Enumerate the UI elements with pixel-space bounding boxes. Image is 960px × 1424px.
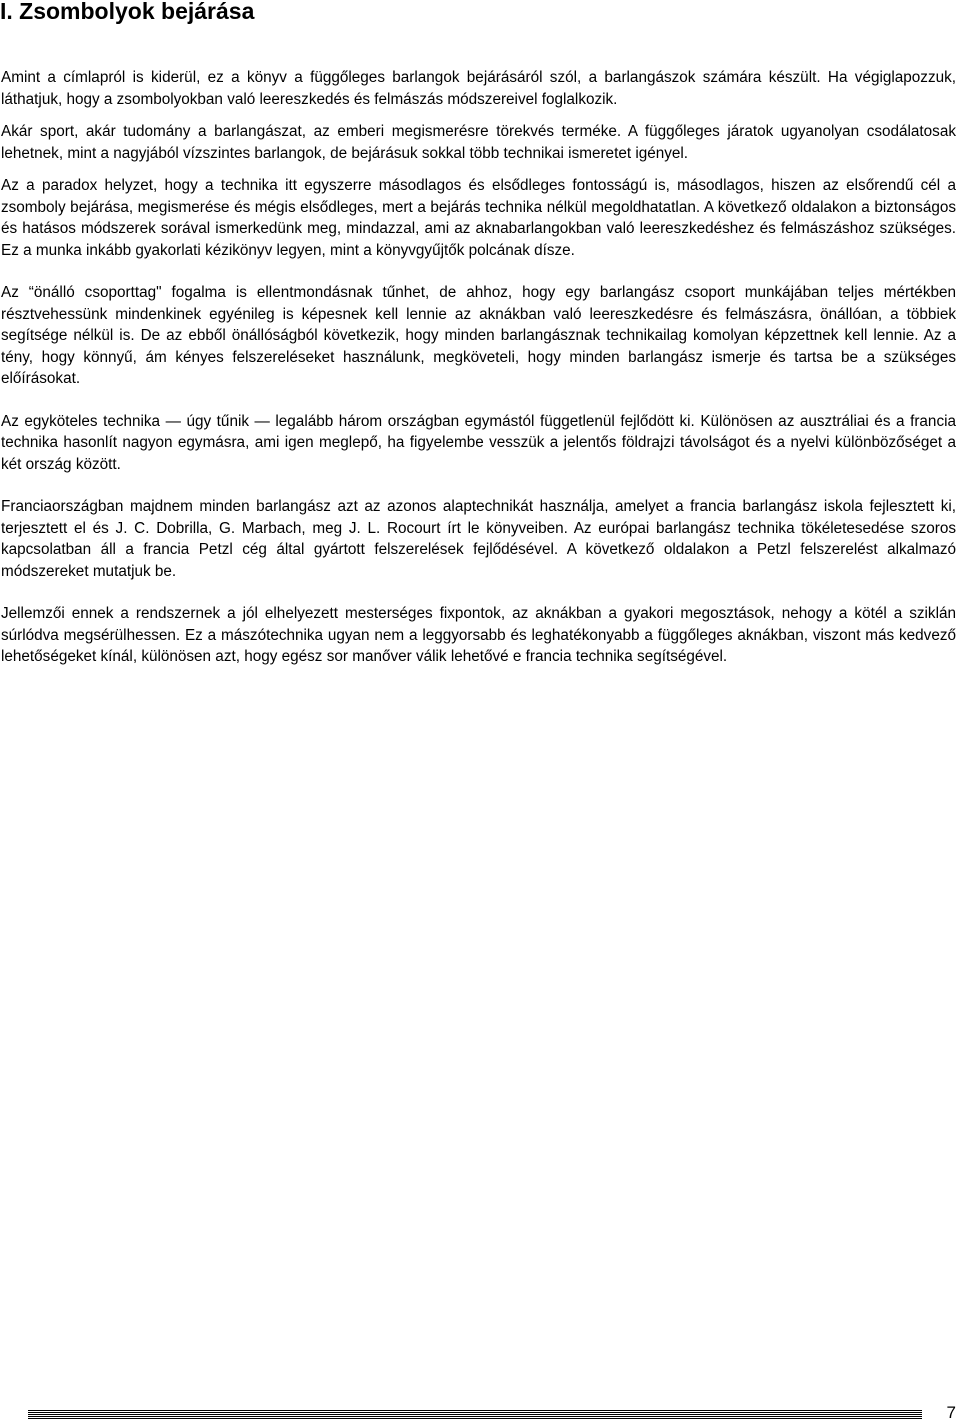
footer-rule-line bbox=[28, 1410, 922, 1411]
footer-rule-line bbox=[28, 1418, 922, 1419]
body-text bbox=[1, 67, 956, 668]
page-title: I. Zsombolyok bejárása bbox=[0, 0, 255, 24]
paragraph-4: Az “önálló csoporttag" fogalma is ellentmondásnak tűnhet, de ahhoz, hogy egy barlangász csoport munkájában teljes mértékben résztvehessünk mindenkinek egyénileg is képesnek kell lennie az aknákban való leereszkedésre és felmászásra, önállóan, a többiek segítsége nélkül is. De az ebből önállóságból következik, hogy minden barlangásznak technikailag komolyan képzettnek kell lennie. Az a tény, hogy könnyű, ám kényes felszereléseket használunk, megköveteli, hogy minden barlangász ismerje és tartsa be a szükséges előírásokat. bbox=[1, 284, 956, 387]
paragraph-5: Az egyköteles technika — úgy tűnik — legalább három országban egymástól függetlenül fejlődött ki. Különösen az ausztráliai és a francia technika hasonlít nagyon egymásra, ami igen meglepő, ha figyelembe vesszük a jelentős földrajzi távolságot és a nyelvi különbözőséget a két ország között. bbox=[1, 412, 956, 473]
paragraph-7: Jellemzői ennek a rendszernek a jól elhelyezett mesterséges fixpontok, az aknákban a gyakori megosztások, nehogy a kötél a sziklán súrlódva megsérülhessen. Ez a mászótechnika ugyan nem a leggyorsabb és leghatékonyabb a függőleges aknákban, viszont más kedvező lehetőségeket kínál, különösen azt, hogy egész sor manőver válik lehetővé e francia technika segítségével. bbox=[1, 605, 956, 665]
paragraph-6: Franciaországban majdnem minden barlangász azt az azonos alaptechnikát használja, amelyet a francia barlangász iskola fejlesztett ki, terjesztett el és J. C. Dobrilla, G. Marbach, meg J. L. Rocourt írt le könyveiben. Az európai barlangász technika tökéletesedése szoros kapcsolatban áll a francia Petzl cég által gyártott felszerelések fejlődésével. A következő oldalakon a Petzl felszerelést alkalmazó módszereket mutatjuk be. bbox=[1, 498, 956, 580]
footer-rule-line bbox=[28, 1412, 922, 1413]
paragraph-3: Az a paradox helyzet, hogy a technika itt egyszerre másodlagos és elsődleges fontosságú is, másodlagos, hiszen az elsőrendű cél a zsomboly bejárása, megismerése és mégis elsődleges, mert a bejárás technika nélkül megoldhatatlan. A következő oldalakon a biztonságos és hatásos módszerek sorával ismerkedünk meg, mindazzal, ami az aknabarlangokban való leereszkedéshez és felmászáshoz szükséges. Ez a munka inkább gyakorlati kézikönyv legyen, mint a könyvgyűjtők polcának dísze. bbox=[1, 177, 956, 259]
paragraph-2: Akár sport, akár tudomány a barlangászat, az emberi megismerésre törekvés terméke. A függőleges járatok ugyanolyan csodálatosak lehetnek, mint a nagyjából vízszintes barlangok, de bejárásuk sokkal több technikai ismeretet igényel. bbox=[1, 123, 956, 162]
page-number: 7 bbox=[946, 1403, 956, 1422]
footer-rule-line bbox=[28, 1416, 922, 1417]
footer-rule-line bbox=[28, 1414, 922, 1415]
paragraph-1: Amint a címlapról is kiderül, ez a könyv a függőleges barlangok bejárásáról szól, a barlangászok számára készült. Ha végiglapozzuk, láthatjuk, hogy a zsombolyokban való leereszkedés és felmászás módszereivel foglalkozik. bbox=[1, 69, 956, 108]
